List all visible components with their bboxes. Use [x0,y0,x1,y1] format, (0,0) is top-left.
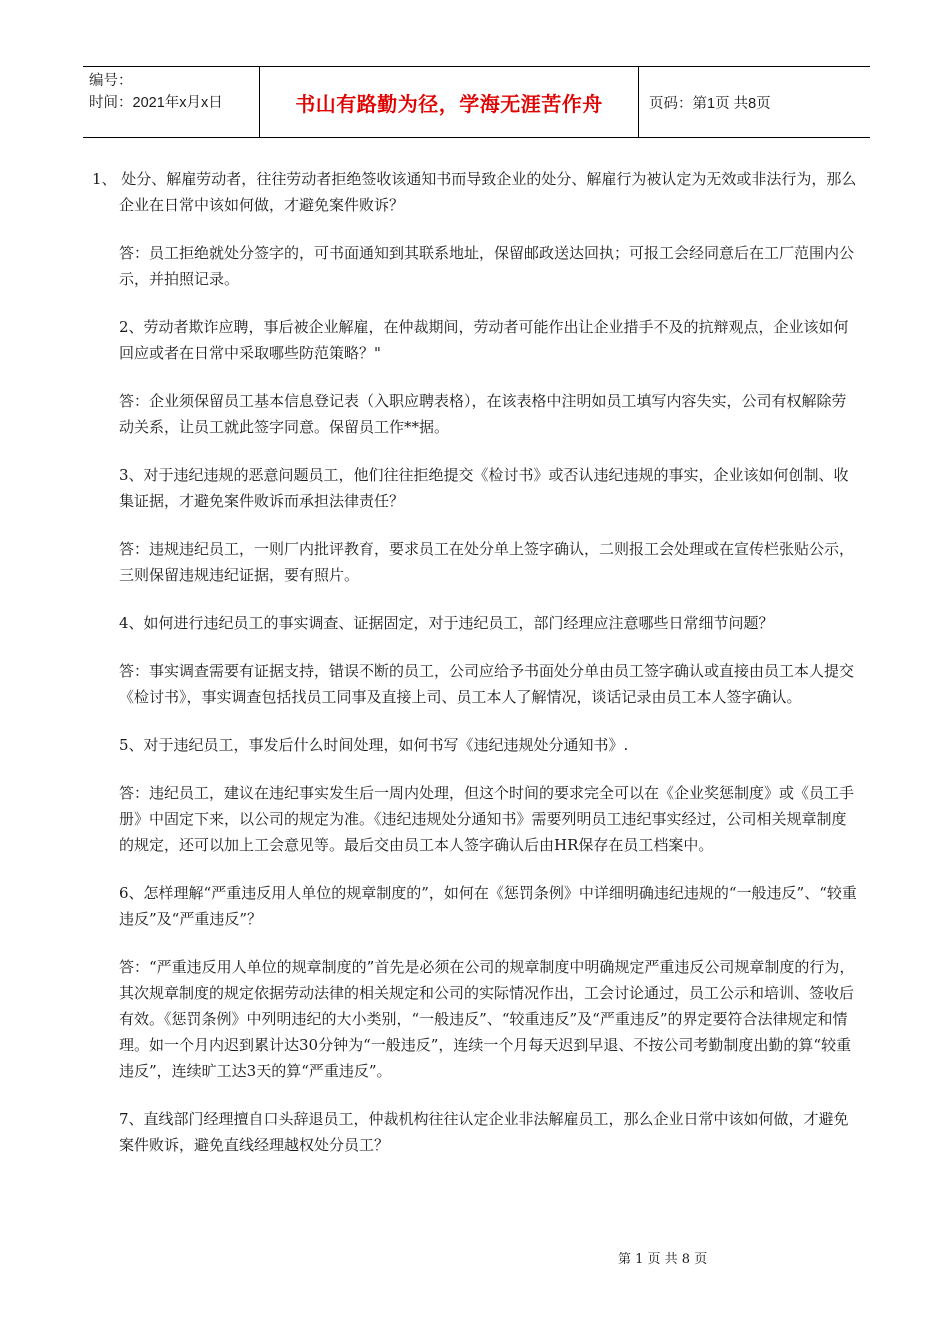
document-body [92,166,860,1180]
question-2: 2、劳动者欺诈应聘，事后被企业解雇，在仲裁期间，劳动者可能作出让企业措手不及的抗辩观点，企业该如何回应或者在日常中采取哪些防范策略？" [119,318,849,362]
question-1: 1、 处分、解雇劳动者，往往劳动者拒绝签收该通知书而导致企业的处分、解雇行为被认定为无效或非法行为，那么企业在日常中该如何做，才避免案件败诉？ [92,170,857,214]
answer-3: 答：违规违纪员工，一则厂内批评教育，要求员工在处分单上签字确认，二则报工会处理或在宣传栏张贴公示，三则保留违规违纪证据，要有照片。 [119,540,855,584]
answer-2: 答：企业须保留员工基本信息登记表（入职应聘表格），在该表格中注明如员工填写内容失实，公司有权解除劳动关系，让员工就此签字同意。保留员工作**据。 [119,392,847,436]
question-6: 6、怎样理解“严重违反用人单位的规章制度的”，如何在《惩罚条例》中详细明确违纪违规的“一般违反”、“较重违反”及“严重违反”？ [119,884,857,928]
header-meta [83,67,260,137]
question-3: 3、对于违纪违规的恶意问题员工，他们往往拒绝提交《检讨书》或否认违纪违规的事实，企业该如何创制、收集证据，才避免案件败诉而承担法律责任？ [119,466,849,510]
answer-6: 答：“严重违反用人单位的规章制度的”首先是必须在公司的规章制度中明确规定严重违反公司规章制度的行为，其次规章制度的规定依据劳动法律的相关规定和公司的实际情况作出，工会讨论通过，员工公示和培训、签收后有效。《惩罚条例》中列明违纪的大小类别，“一般违反”、“较重违反”及“严重违反”的界定要符合法律规定和情理。如一个月内迟到累计达30分钟为“一般违反”，连续一个月每天迟到早退、不按公司考勤制度出勤的算“较重违反”，连续旷工达3天的算“严重违反”。 [119,958,855,1080]
question-4: 4、如何进行违纪员工的事实调查、证据固定，对于违纪员工，部门经理应注意哪些日常细节问题？ [119,614,774,632]
document-date: 时间：2021年x月x日 [89,95,223,111]
question-5: 5、对于违纪员工，事发后什么时间处理，如何书写《违纪违规处分通知书》. [119,736,629,754]
header-page-number: 页码：第1页 共8页 [649,95,771,112]
page-footer: 第 1 页 共 8 页 [618,1252,708,1267]
question-7: 7、直线部门经理擅自口头辞退员工，仲裁机构往往认定企业非法解雇员工，那么企业日常中该如何做，才避免案件败诉，避免直线经理越权处分员工？ [119,1110,849,1154]
answer-4: 答：事实调查需要有证据支持，错误不断的员工，公司应给予书面处分单由员工签字确认或直接由员工本人提交《检讨书》，事实调查包括找员工同事及直接上司、员工本人了解情况，谈话记录由员工本人签字确认。 [119,662,855,706]
header-motto: 书山有路勤为径，学海无涯苦作舟 [260,67,639,137]
answer-1: 答：员工拒绝就处分签字的，可书面通知到其联系地址，保留邮政送达回执；可报工会经同意后在工厂范围内公示，并拍照记录。 [119,244,855,288]
document-header [83,66,870,138]
document-number: 编号： [89,73,133,89]
answer-5: 答：违纪员工，建议在违纪事实发生后一周内处理，但这个时间的要求完全可以在《企业奖惩制度》或《员工手册》中固定下来，以公司的规定为准。《违纪违规处分通知书》需要列明员工违纪事实经过，公司相关规章制度的规定，还可以加上工会意见等。最后交由员工本人签字确认后由HR保存在员工档案中。 [119,784,855,854]
